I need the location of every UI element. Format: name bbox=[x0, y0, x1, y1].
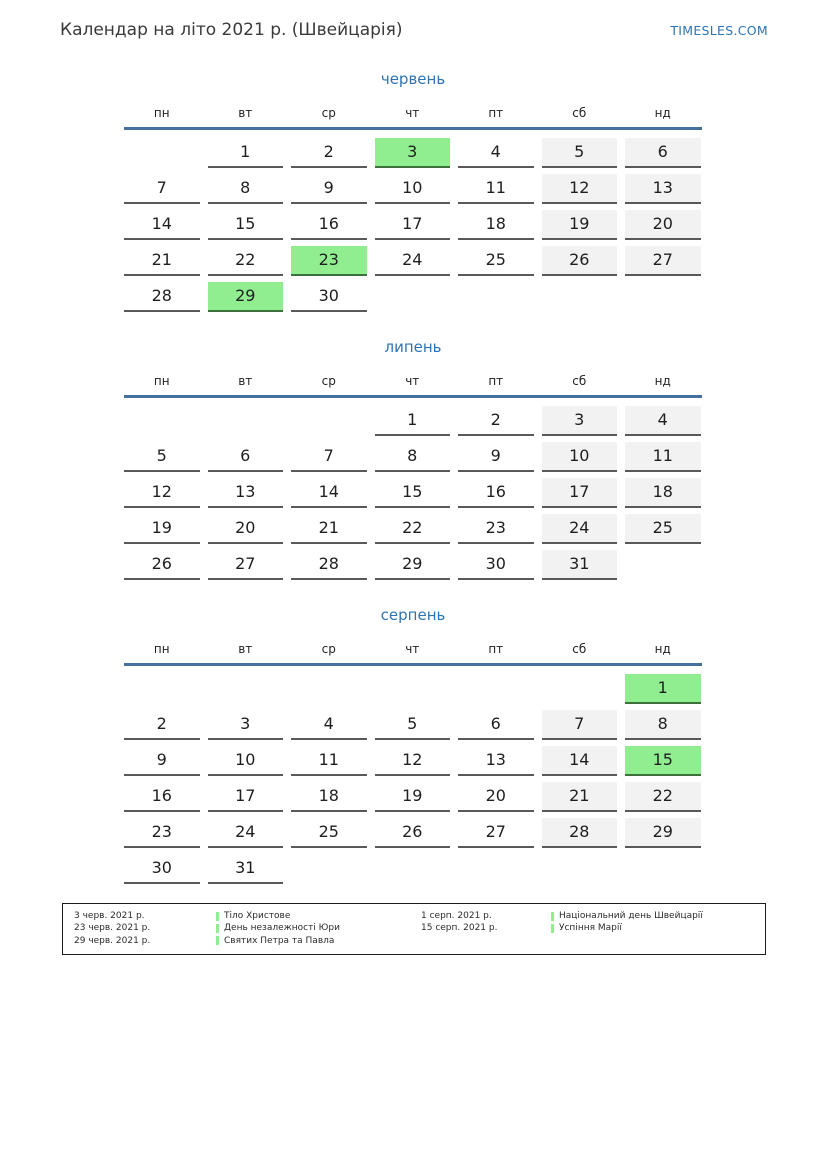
weekday-label: ср bbox=[321, 642, 336, 656]
legend-entry bbox=[421, 922, 757, 934]
day-cell-work: 5 bbox=[375, 710, 451, 740]
legend-entry bbox=[74, 935, 421, 947]
day-cell-weekend: 22 bbox=[625, 782, 701, 812]
month-section bbox=[124, 337, 702, 580]
day-cell-weekend: 8 bbox=[625, 710, 701, 740]
day-cell-work: 10 bbox=[208, 746, 284, 776]
days-grid bbox=[124, 674, 702, 884]
day-cell-weekend: 29 bbox=[625, 818, 701, 848]
legend-holiday-label: День незалежності Юри bbox=[224, 923, 340, 934]
page-title: Календар на літо 2021 р. (Швейцарія) bbox=[60, 20, 403, 40]
day-cell-work: 30 bbox=[458, 550, 534, 580]
legend-holiday bbox=[216, 910, 290, 922]
day-cell-work: 14 bbox=[291, 478, 367, 508]
legend-holiday-label: Успіння Марії bbox=[559, 923, 622, 934]
day-cell-work: 18 bbox=[458, 210, 534, 240]
day-cell-empty bbox=[375, 674, 451, 704]
day-cell-work: 5 bbox=[124, 442, 200, 472]
day-cell-work: 24 bbox=[208, 818, 284, 848]
legend-date: 15 серп. 2021 р. bbox=[421, 923, 498, 934]
day-cell-work: 31 bbox=[208, 854, 284, 884]
legend-holiday-label: Тіло Христове bbox=[224, 911, 291, 921]
day-cell-work: 7 bbox=[124, 174, 200, 204]
day-cell-work: 25 bbox=[291, 818, 367, 848]
legend-date: 3 черв. 2021 р. bbox=[74, 911, 145, 921]
day-cell-empty bbox=[542, 854, 618, 884]
day-cell-work: 19 bbox=[124, 514, 200, 544]
day-cell-empty bbox=[375, 282, 451, 312]
weekday-label: пн bbox=[153, 642, 170, 656]
day-cell-weekend: 11 bbox=[625, 442, 701, 472]
legend-group bbox=[74, 910, 421, 947]
day-cell-empty bbox=[625, 282, 701, 312]
day-cell-weekend: 13 bbox=[625, 174, 701, 204]
day-cell-weekend: 25 bbox=[625, 514, 701, 544]
weekday-label: вт bbox=[238, 642, 253, 656]
weekday-label: пт bbox=[488, 106, 504, 120]
day-cell-work: 15 bbox=[208, 210, 284, 240]
weekday-label: сб bbox=[572, 106, 587, 120]
day-cell-work: 1 bbox=[375, 406, 451, 436]
day-cell-work: 25 bbox=[458, 246, 534, 276]
day-cell-work: 20 bbox=[458, 782, 534, 812]
legend-group bbox=[421, 910, 757, 947]
legend-holiday bbox=[551, 910, 703, 922]
legend-holiday-label: Національний день Швейцарії bbox=[559, 911, 703, 921]
day-cell-weekend: 12 bbox=[542, 174, 618, 204]
weekday-label: ср bbox=[321, 106, 336, 120]
day-cell-empty bbox=[291, 854, 367, 884]
day-cell-work: 2 bbox=[291, 138, 367, 168]
holidays-legend bbox=[62, 903, 766, 955]
holiday-marker-icon bbox=[216, 936, 219, 945]
day-cell-empty bbox=[458, 854, 534, 884]
day-cell-work: 13 bbox=[458, 746, 534, 776]
day-cell-work: 23 bbox=[458, 514, 534, 544]
day-cell-work: 28 bbox=[291, 550, 367, 580]
legend-date: 29 черв. 2021 р. bbox=[74, 935, 151, 946]
day-cell-work: 4 bbox=[291, 710, 367, 740]
day-cell-empty bbox=[124, 138, 200, 168]
day-cell-work: 26 bbox=[124, 550, 200, 580]
weekday-label: нд bbox=[654, 106, 671, 120]
legend-entry bbox=[421, 910, 757, 922]
weekday-label: вт bbox=[238, 374, 253, 388]
day-cell-empty bbox=[625, 854, 701, 884]
day-cell-weekend: 26 bbox=[542, 246, 618, 276]
day-cell-work: 22 bbox=[375, 514, 451, 544]
month-title: липень bbox=[384, 338, 442, 356]
day-cell-work: 28 bbox=[124, 282, 200, 312]
day-cell-work: 27 bbox=[208, 550, 284, 580]
weekday-label: пн bbox=[153, 106, 170, 120]
month-title: серпень bbox=[380, 606, 446, 624]
weekday-label: чт bbox=[405, 374, 420, 388]
day-cell-work: 16 bbox=[458, 478, 534, 508]
weekday-label: сб bbox=[572, 642, 587, 656]
weekday-header-row bbox=[124, 373, 702, 398]
day-cell-work: 16 bbox=[291, 210, 367, 240]
day-cell-weekend: 21 bbox=[542, 782, 618, 812]
weekday-label: чт bbox=[405, 642, 420, 656]
day-cell-work: 6 bbox=[208, 442, 284, 472]
day-cell-holiday: 15 bbox=[625, 746, 701, 776]
day-cell-empty bbox=[458, 674, 534, 704]
day-cell-weekend: 31 bbox=[542, 550, 618, 580]
weekday-label: пт bbox=[488, 374, 504, 388]
weekday-header-row bbox=[124, 641, 702, 666]
legend-entry bbox=[74, 922, 421, 934]
day-cell-weekend: 14 bbox=[542, 746, 618, 776]
day-cell-weekend: 24 bbox=[542, 514, 618, 544]
day-cell-weekend: 7 bbox=[542, 710, 618, 740]
day-cell-work: 14 bbox=[124, 210, 200, 240]
day-cell-work: 13 bbox=[208, 478, 284, 508]
day-cell-empty bbox=[625, 550, 701, 580]
days-grid bbox=[124, 138, 702, 312]
weekday-header-row bbox=[124, 105, 702, 130]
day-cell-weekend: 17 bbox=[542, 478, 618, 508]
day-cell-work: 29 bbox=[375, 550, 451, 580]
weekday-label: пн bbox=[153, 374, 170, 388]
day-cell-work: 9 bbox=[458, 442, 534, 472]
day-cell-work: 4 bbox=[458, 138, 534, 168]
day-cell-empty bbox=[542, 674, 618, 704]
site-link[interactable]: TIMESLES.COM bbox=[670, 22, 768, 38]
day-cell-work: 15 bbox=[375, 478, 451, 508]
day-cell-work: 11 bbox=[458, 174, 534, 204]
day-cell-work: 18 bbox=[291, 782, 367, 812]
day-cell-work: 21 bbox=[291, 514, 367, 544]
day-cell-empty bbox=[291, 674, 367, 704]
day-cell-empty bbox=[208, 674, 284, 704]
day-cell-work: 10 bbox=[375, 174, 451, 204]
day-cell-work: 7 bbox=[291, 442, 367, 472]
day-cell-weekend: 4 bbox=[625, 406, 701, 436]
months-container bbox=[124, 69, 702, 884]
day-cell-work: 26 bbox=[375, 818, 451, 848]
days-grid bbox=[124, 406, 702, 580]
day-cell-empty bbox=[291, 406, 367, 436]
day-cell-work: 17 bbox=[208, 782, 284, 812]
day-cell-work: 6 bbox=[458, 710, 534, 740]
day-cell-weekend: 10 bbox=[542, 442, 618, 472]
day-cell-weekend: 20 bbox=[625, 210, 701, 240]
day-cell-work: 30 bbox=[124, 854, 200, 884]
legend-holiday bbox=[551, 922, 622, 934]
weekday-label: чт bbox=[405, 106, 420, 120]
day-cell-work: 9 bbox=[291, 174, 367, 204]
day-cell-work: 9 bbox=[124, 746, 200, 776]
day-cell-work: 1 bbox=[208, 138, 284, 168]
day-cell-work: 16 bbox=[124, 782, 200, 812]
day-cell-work: 20 bbox=[208, 514, 284, 544]
weekday-label: пт bbox=[488, 642, 504, 656]
holiday-marker-icon bbox=[551, 924, 554, 933]
day-cell-work: 12 bbox=[124, 478, 200, 508]
weekday-label: ср bbox=[321, 374, 336, 388]
day-cell-holiday: 23 bbox=[291, 246, 367, 276]
day-cell-holiday: 3 bbox=[375, 138, 451, 168]
month-section bbox=[124, 69, 702, 312]
weekday-label: вт bbox=[238, 106, 253, 120]
day-cell-work: 23 bbox=[124, 818, 200, 848]
weekday-label: сб bbox=[572, 374, 587, 388]
day-cell-work: 8 bbox=[375, 442, 451, 472]
day-cell-work: 19 bbox=[375, 782, 451, 812]
page-header bbox=[0, 0, 827, 40]
weekday-label: нд bbox=[654, 642, 671, 656]
day-cell-weekend: 19 bbox=[542, 210, 618, 240]
day-cell-holiday: 29 bbox=[208, 282, 284, 312]
legend-holiday bbox=[216, 935, 334, 947]
day-cell-work: 27 bbox=[458, 818, 534, 848]
day-cell-work: 2 bbox=[458, 406, 534, 436]
legend-date: 23 черв. 2021 р. bbox=[74, 923, 151, 934]
day-cell-work: 21 bbox=[124, 246, 200, 276]
day-cell-work: 24 bbox=[375, 246, 451, 276]
day-cell-weekend: 27 bbox=[625, 246, 701, 276]
day-cell-work: 22 bbox=[208, 246, 284, 276]
legend-holiday-label: Святих Петра та Павла bbox=[224, 935, 335, 946]
day-cell-work: 8 bbox=[208, 174, 284, 204]
legend-date: 1 серп. 2021 р. bbox=[421, 911, 492, 921]
day-cell-empty bbox=[124, 406, 200, 436]
day-cell-empty bbox=[458, 282, 534, 312]
day-cell-work: 3 bbox=[208, 710, 284, 740]
weekday-label: нд bbox=[654, 374, 671, 388]
day-cell-work: 12 bbox=[375, 746, 451, 776]
holiday-marker-icon bbox=[551, 912, 554, 921]
month-title: червень bbox=[380, 70, 446, 88]
day-cell-weekend: 28 bbox=[542, 818, 618, 848]
day-cell-empty bbox=[375, 854, 451, 884]
day-cell-weekend: 5 bbox=[542, 138, 618, 168]
day-cell-empty bbox=[208, 406, 284, 436]
legend-entry bbox=[74, 910, 421, 922]
day-cell-empty bbox=[542, 282, 618, 312]
day-cell-empty bbox=[124, 674, 200, 704]
day-cell-weekend: 18 bbox=[625, 478, 701, 508]
day-cell-holiday: 1 bbox=[625, 674, 701, 704]
holiday-marker-icon bbox=[216, 924, 219, 933]
month-section bbox=[124, 605, 702, 884]
day-cell-weekend: 6 bbox=[625, 138, 701, 168]
day-cell-work: 30 bbox=[291, 282, 367, 312]
day-cell-work: 2 bbox=[124, 710, 200, 740]
day-cell-work: 11 bbox=[291, 746, 367, 776]
holiday-marker-icon bbox=[216, 912, 219, 921]
day-cell-weekend: 3 bbox=[542, 406, 618, 436]
legend-holiday bbox=[216, 922, 340, 934]
day-cell-work: 17 bbox=[375, 210, 451, 240]
